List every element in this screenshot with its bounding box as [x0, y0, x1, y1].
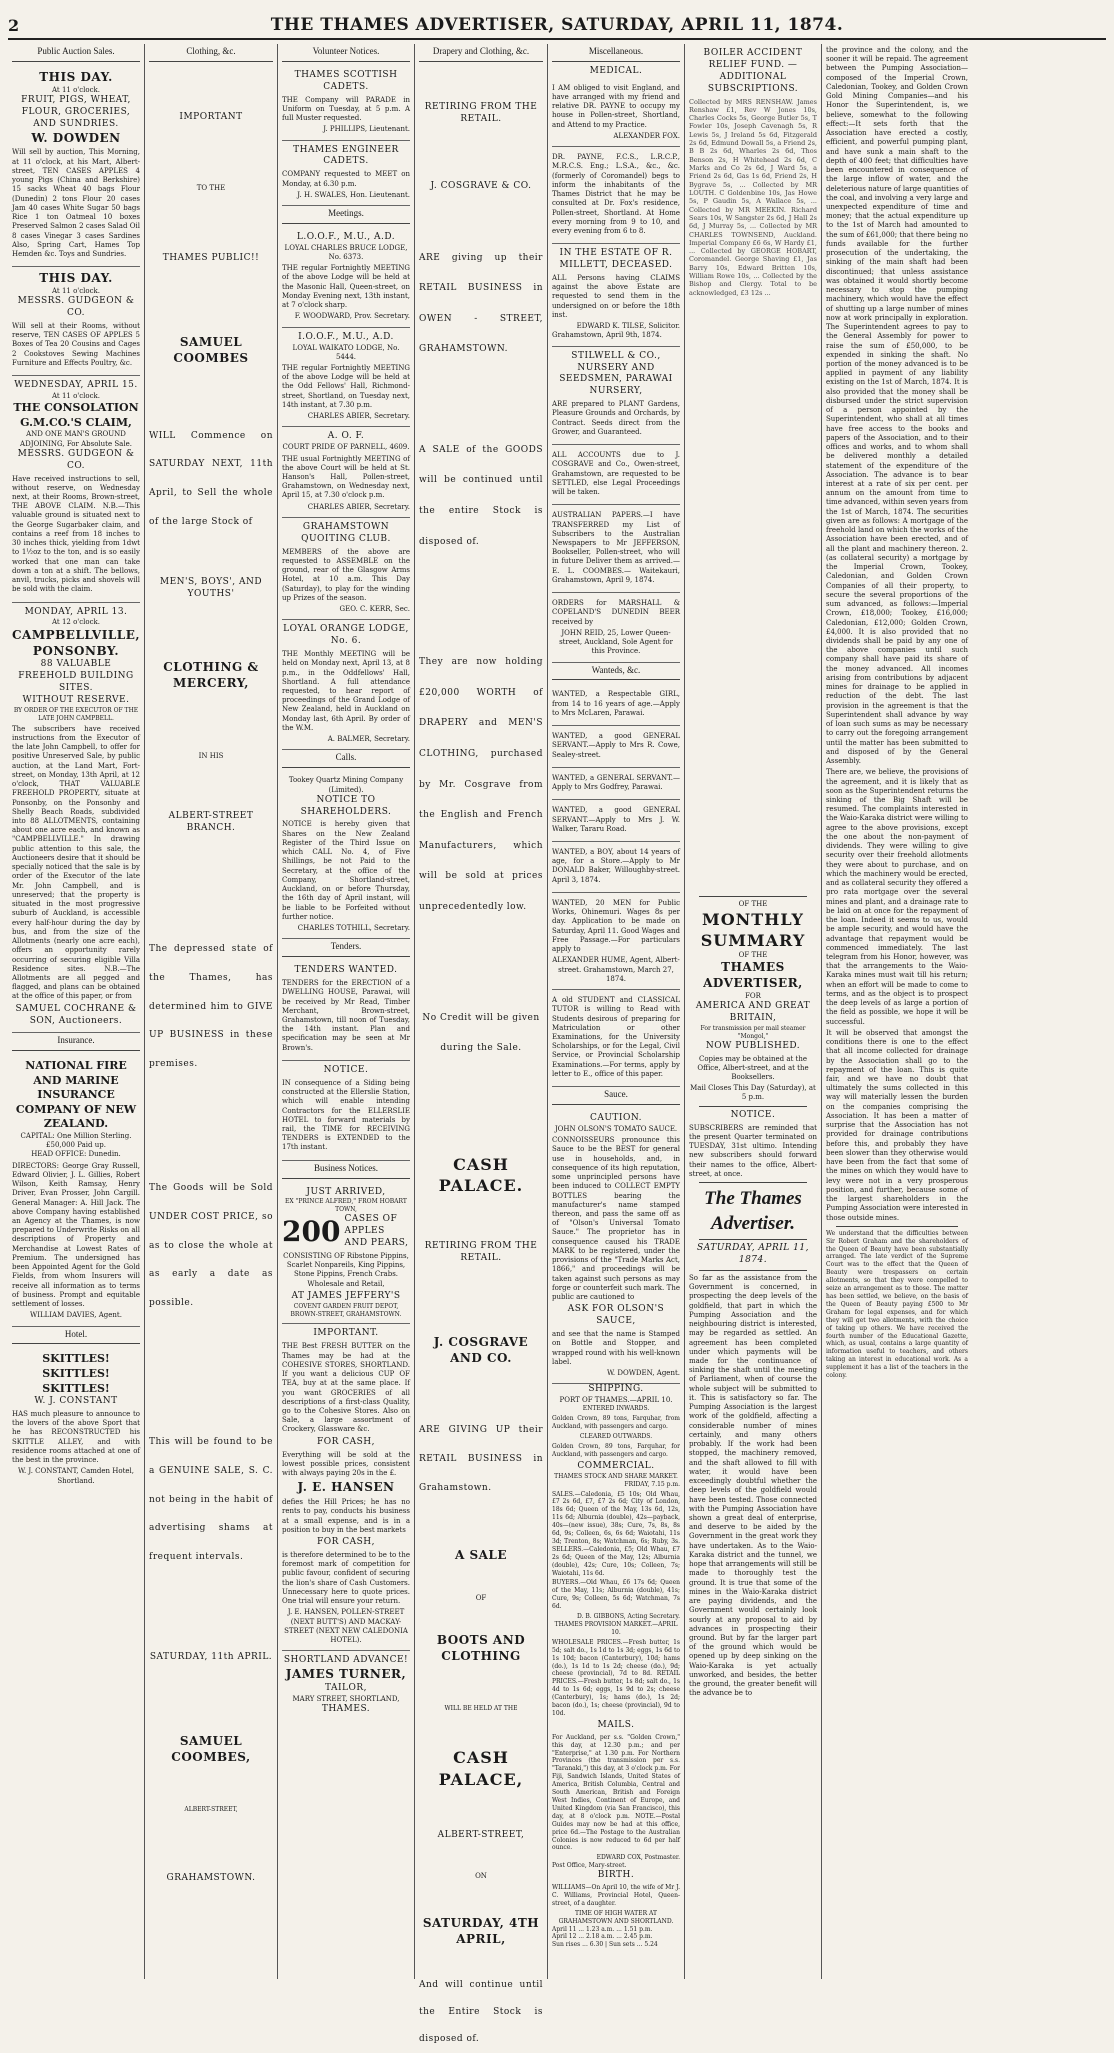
cleared: CLEARED OUTWARDS.	[579, 1433, 653, 1441]
notice-engineer-cadets	[282, 141, 410, 206]
ad-where: AT JAMES JEFFERY'S	[291, 1290, 401, 1301]
ad-title: THAMES ENGINEER CADETS.	[293, 144, 399, 167]
port: PORT OF THAMES.—APRIL 10.	[559, 1396, 673, 1405]
summary-line: OF THE	[738, 950, 768, 959]
ad-place: CAMPBELLVILLE, PONSONBY.	[12, 627, 141, 658]
section-heading: Meetings.	[282, 206, 410, 224]
misc-estate	[552, 244, 680, 346]
ad-line: A SALE	[454, 1547, 508, 1562]
tide-row: April 11 ... 1.23 a.m. ... 1.51 p.m.	[552, 1925, 653, 1933]
tides-title: TIME OF HIGH WATER AT GRAHAMSTOWN AND SHORTLAND.	[558, 1909, 674, 1925]
column-clothing	[145, 44, 278, 1979]
market-date: FRIDAY, 7.15 p.m.	[624, 1480, 680, 1488]
ad-body: CONSISTING OF Ribstone Pippins, Scarlet Nonpareils, King Pippins, Stone Pippins, French Crabs. Wholesale and Retail,	[283, 1251, 409, 1288]
insurance-ad	[12, 1055, 140, 1326]
ad-name: LOYAL CHARLES BRUCE LODGE, No. 6373.	[284, 243, 408, 261]
summary-line: FOR	[745, 991, 761, 1000]
birth-body: WILLIAMS—On April 10, the wife of Mr J. C. Williams, Provincial Hotel, Queen-street, of a daughter.	[552, 1884, 680, 1907]
wanted-1	[552, 684, 680, 726]
ad-auctioneer: MESSRS. GUDGEON & CO.	[17, 448, 135, 471]
ad-sign: W. J. CONSTANT, Camden Hotel, Shortland.	[18, 1467, 134, 1485]
ad-line: ARE giving up their RETAIL BUSINESS in OWEN - STREET, GRAHAMSTOWN.	[419, 252, 543, 355]
ad-line: They are now holding £20,000 WORTH of DRAPERY and MEN'S CLOTHING, purchased by Mr. Cosgrave from the English and French Manufacturers, which will be sold at prices unprecedentedly low.	[419, 657, 543, 912]
ad-line: ALBERT-STREET,	[184, 1805, 238, 1813]
editorial-body: So far as the assistance from the Government is concerned, in prospecting the deep levels of the goldfield, that part in which the Pumping Association and the neighbouring district is interested, may be regarded as settled. An agreement has been completed under which payments will be made for the continuance of sinking the shaft until the meeting of Parliament, when of course the whole subject will be submitted to it. This is satisfactory so far. The Pumping Association is the largest work of the goldfield, affecting a considerable number of mines certainly, and many others probably. If the work had been stopped, the machinery removed, and the shaft allowed to fill with water, it would have been exceedingly doubtful whether the deep levels of the goldfield would have been tested. Those connected with the Pumping Association have shown a great deal of enterprise, and deserve to be aided by the Government in the great work they have undertaken. As to the Waio-Karaka district and the tunnel, we hope that arrangements will still be made to thoroughly test the ground. It is true that some of the mines in the Waio-Karaka district are paying dividends, and the Government would certainly look sourly at any proposal to aid by advances in prospecting their ground. But by far the larger part of the ground which would be opened up by deep sinking on the Waio-Karaka is yet actually unworked, and besides, the better the ground, the greater benefit will the advance be to	[689, 1273, 817, 1698]
notice-title: NOTICE.	[730, 1109, 776, 1120]
ad-title: THAMES SCOTTISH CADETS.	[294, 69, 398, 92]
ad-body: NOTICE is hereby given that Shares on the New Zealand Register of the Third Issue on which CALL No. 4, of Five Shillings, be not Paid to the Secretary, at the office of the Company, Shortland-street, Auckland, on or before Thursday, the 16th day of April instant, will be liable to be Forfeited without further notice.	[282, 820, 410, 921]
column-public-auction-sales	[8, 44, 145, 1979]
summary-paper: THAMES ADVERTISER,	[703, 960, 803, 991]
ad-title: SHORTLAND ADVANCE!	[283, 1655, 409, 1666]
summary-title: MONTHLY SUMMARY	[700, 909, 806, 950]
ad-line: IN HIS	[198, 752, 224, 761]
ad-line: ALBERT-STREET BRANCH.	[168, 811, 254, 834]
ad-line: OF	[475, 1593, 487, 1602]
ad-body: THE Best FRESH BUTTER on the Thames may be had at the COHESIVE STORES, SHORTLAND. If you want a delicious CUP OF TEA, buy at at the same place. If you want GROCERIES of all descriptions of a first-class Quality, go to the Cohesive Stores. Also on Sale, a large assortment of Crockery, Glassware &c.	[282, 1342, 410, 1434]
ad-body: is therefore determined to be to the foremost mark of competition for public favour, confident of securing the lion's share of Cash Customers. Unnecessary here to quote prices. One trial will ensure your return.	[282, 1550, 410, 1606]
ad-sign: CHARLES ABIER, Secretary.	[307, 412, 410, 421]
ad-lots: 88 VALUABLE FREEHOLD BUILDING SITES.	[18, 659, 134, 694]
ad-title: LOYAL ORANGE LODGE, No. 6.	[283, 624, 409, 647]
section-heading: Volunteer Notices.	[282, 44, 410, 62]
ad-auctioneer: W. DOWDEN	[31, 130, 121, 145]
tide-row: April 12 ... 2.18 a.m. ... 2.45 p.m.	[552, 1933, 653, 1941]
columns	[8, 44, 1106, 2045]
ad-title: SKITTLES! SKITTLES! SKITTLES!	[42, 1352, 110, 1395]
summary-line: NOW PUBLISHED.	[705, 1040, 801, 1051]
ad-line: This will be found to be a GENUINE SALE, S. C. not being in the habit of advertising shams at frequent intervals.	[149, 1437, 273, 1563]
column-relief-fund-editorial	[685, 44, 822, 1979]
hotel-ad	[12, 1348, 140, 1490]
ad-sign: A. BALMER, Secretary.	[327, 735, 410, 744]
ad-name: LOYAL WAIKATO LODGE, No. 5444.	[292, 343, 400, 361]
ad-cash: FOR CASH,	[316, 1537, 376, 1548]
ad-title: A. O. F.	[327, 431, 365, 442]
ad-line: CLOTHING & MERCERY,	[163, 660, 259, 691]
editorial-body: It will be observed that amongst the conditions there is one to the effect that all income collected for drainage by the Association shall go to the repayment of the loan. This is quite fair, and we have no doubt that ultimately the sums collected in this way will materially lessen the burden on the companies comprising the Association. It has been a matter of surprise that the Association has not provided for drainage contributions before this, and probably they have been slower than they otherwise would have been from the fact that some of the mines on which they would have to levy were not in a very prosperous position, and further, because some of the largest shareholders in the Pumping Association were interested in those outside mines.	[826, 1028, 968, 1222]
ad-body: I AM obliged to visit England, and have arranged with my friend and relative DR. PAYNE to occupy my house in Pollen-street, Shortland, and Attend to my Practice.	[552, 83, 680, 129]
misc-payne	[552, 147, 680, 244]
section-heading: Tenders.	[282, 939, 410, 957]
ad-title: NOTICE.	[323, 1064, 369, 1075]
ad-office: HEAD OFFICE: Dunedin.	[31, 1150, 121, 1159]
ad-line: SAMUEL COOMBES,	[171, 1733, 251, 1764]
auction-ad-this-day	[12, 66, 140, 267]
ad-body: THE usual Fortnightly MEETING of the above Court will be held at St. Hanson's Hall, Pollen-street, Grahamstown, on Wednesday next, April 15, at 7.30 o'clock p.m.	[282, 454, 410, 500]
market-body: SALES.—Caledonia, £5 10s; Old Whau, £7 2s 6d, £7, £7 2s 6d; City of London, 18s 6d; Queen of the May, 13s 6d, 12s, 11s 6d; Alburnia (double), 42s—payback, 40s—(new issue), 38s; Cure, 7s, 8s, 8s 6d, 9s; Colleen, 6s, 6s 6d; Waiotahi, 11s 3d; Trenton, 8s; Watchman, 6s; Ruby, 3s. SELLERS.—Caledonia, £5; Old Whau, £7 2s 6d; Queen of the May, 12s; Alburnia (double), 42s; Cure, 10s; Colleen, 7s; Waiotahi, 11s 6d.	[552, 1490, 680, 1577]
section-heading: Business Notices.	[282, 1161, 410, 1179]
column-volunteer-notices	[278, 44, 415, 1979]
ad-claim: THE CONSOLATION G.M.CO.'S CLAIM,	[13, 401, 139, 429]
ad-body: DIRECTORS: George Gray Russell, Edward Olivier, J. L. Gillies, Robert Wilson, Keith Ramsay, Henry Driver, Evan Prosser, John Cargill. General Manager: A. Hill Jack. The above Company having established an Agency at the Thames, is now prepared to Underwrite Risks on all descriptions of Property and Merchandise at Lowest Rates of Premium. The undersigned has been Appointed Agent for the Gold Fields, from whom Insurers will receive all information as to terms of business. Prompt and equitable settlement of losses.	[12, 1161, 140, 1309]
ad-title: TENDERS WANTED.	[294, 965, 398, 976]
ad-body: TENDERS for the ERECTION of a DWELLING HOUSE, Parawai, will be received by Mr Read, Timber Merchant, Brown-street, Grahamstown, till noon of Tuesday, the 14th instant. Plan and specification may be seen at Mr Brown's.	[282, 979, 410, 1052]
subheading-commercial: COMMERCIAL.	[577, 1460, 655, 1471]
tide-row: Sun rises ... 6.30 | Sun sets ... 5.24	[552, 1941, 658, 1949]
ad-body: WANTED, a good GENERAL SERVANT.—Apply to Mrs J. W. Walker, Tararu Road.	[552, 806, 680, 833]
ad-capital: CAPITAL: One Million Sterling. £50,000 Paid up.	[20, 1131, 132, 1150]
ad-body: Will sell at their Rooms, without reserve, TEN CASES OF APPLES 5 Boxes of Tea 20 Cousins and Cages 2 Cookstoves Sewing Machines Furniture and Effects Poultry, &c.	[12, 322, 140, 367]
ad-sign: J. PHILLIPS, Lieutenant.	[323, 125, 410, 134]
ad-body: MEMBERS of the above are requested to ASSEMBLE on the ground, rear of the Glasgow Arms Hotel, at 10 a.m. This Day (Saturday), to play for the winding up Prizes of the season.	[282, 547, 410, 602]
ad-place: THAMES.	[321, 1704, 371, 1715]
wanted-5	[552, 842, 680, 893]
ad-line: SATURDAY, 11th APRIL.	[149, 1652, 273, 1663]
column-editorial-continued	[822, 44, 972, 1979]
ad-trade: TAILOR,	[324, 1682, 368, 1693]
ad-line: GRAHAMSTOWN.	[166, 1873, 256, 1884]
ad-body: A old STUDENT and CLASSICAL TUTOR is willing to Read with Students desirous of preparing for Matriculation or other Examinations, for the University Scholarships, or for the Legal, Civil Service, or Provincial Scholarship Examinations.—For terms, apply by letter to E., office of this paper.	[552, 996, 680, 1078]
ad-order: BY ORDER OF THE EXECUTOR OF THE LATE JOHN CAMPBELL.	[13, 706, 139, 722]
ad-line: THAMES PUBLIC!!	[162, 252, 260, 263]
ad-line: The depressed state of the Thames, has determined him to GIVE UP BUSINESS in these premises.	[149, 944, 273, 1070]
ad-title: GRAHAMSTOWN QUOITING CLUB.	[301, 521, 391, 544]
ad-line: WILL BE HELD AT THE	[444, 1704, 518, 1712]
ad-body: defies the Hill Prices; he has no rents to pay, conducts his business at a small expense, and is in a position to buy in the best markets	[282, 1498, 410, 1534]
ad-sign: W. DOWDEN, Agent.	[606, 1369, 680, 1378]
ad-sign: J. E. HANSEN	[297, 1480, 395, 1495]
section-heading: Sauce.	[552, 1087, 680, 1105]
ad-addr: COVENT GARDEN FRUIT DEPOT, BROWN-STREET, GRAHAMSTOWN.	[290, 1302, 402, 1318]
market-title: THAMES STOCK AND SHARE MARKET.	[554, 1472, 678, 1480]
auction-ad-campbellville	[12, 603, 140, 1034]
ad-title: I.O.O.F., M.U., A.D.	[298, 331, 394, 342]
ad-line: BOOTS AND CLOTHING	[436, 1632, 526, 1663]
misc-stilwell	[552, 347, 680, 445]
ad-line: ALBERT-STREET,	[437, 1829, 525, 1840]
section-heading: Insurance.	[12, 1033, 140, 1051]
ad-line: ON	[475, 1871, 487, 1880]
ad-body: Have received instructions to sell, without reserve, on Wednesday next, at their Rooms, Brown-street, THE ABOVE CLAIM. N.B.—This valuable ground is situated next to the George Sugarbaker claim, and contains a reef from 18 inches to 30 inches thick, yielding from 1dwt to 1½oz to the ton, and is so easily worked that one man can take down a ton at a shift. The bellows, anvil, trucks, picks and shovels will be sold with the claim.	[12, 474, 140, 594]
ad-proprietor: W. J. CONSTANT	[34, 1396, 118, 1407]
misc-accounts	[552, 445, 680, 505]
ad-sub: JOHN OLSON'S TOMATO SAUCE.	[554, 1124, 678, 1133]
ad-title: MONDAY, APRIL 13.	[24, 606, 128, 617]
business-turner	[282, 1651, 410, 1721]
column-drapery	[415, 44, 548, 2045]
ad-sign: ALEXANDER HUME, Agent, Albert-street. Grahamstown, March 27, 1874.	[552, 956, 680, 983]
cleared-body: Golden Crown, 89 tons, Farquhar, for Auckland, with passengers and cargo.	[552, 1443, 680, 1458]
ad-line: A SALE of the GOODS will be continued until the entire Stock is disposed of.	[419, 444, 543, 547]
ad-ask: ASK FOR OLSON'S SAUCE,	[567, 1304, 665, 1327]
ad-body: THE Monthly MEETING will be held on Monday next, April 13, at 8 p.m., in the Oddfellows' Hall, Shortland. A full attendance requested, to hear report of proceedings of the Grand Lodge of New Zealand, held in Auckland on Monday last, 6th April. By order of the W.M.	[282, 650, 410, 732]
wanted-4	[552, 800, 680, 842]
ad-body: COMPANY requested to MEET on Monday, at 6.30 p.m.	[282, 170, 410, 188]
ad-title: IMPORTANT.	[313, 1328, 379, 1339]
ad-sign: J. H. SWALES, Hon. Lieutenant.	[297, 190, 410, 199]
wanted-6	[552, 893, 680, 990]
ad-body: HAS much pleasure to announce to the lovers of the above Sport that he has RECONSTRUCTED his SKITTLE ALLEY, and with residence rooms attached at one of the best in the province.	[12, 1409, 140, 1465]
ad-body: THE regular Fortnightly MEETING of the above Lodge will be held at the Masonic Hall, Queen-street, on Monday Evening next, 13th instant, at 7 o'clock sharp.	[282, 264, 410, 310]
ad-line: MEN'S, BOYS', AND YOUTHS'	[159, 576, 263, 599]
misc-fox	[552, 78, 680, 147]
ad-body: WANTED, 20 MEN for Public Works, Ohinemuri. Wages 8s per day. Application to be made on Saturday, April 11. Good Wages and Free Passage.—For particulars apply to	[552, 898, 680, 954]
meeting-quoiting	[282, 518, 410, 620]
ad-time: At 11 o'clock.	[51, 392, 100, 401]
column-miscellaneous	[548, 44, 685, 1979]
entered-body: Golden Crown, 89 tons, Farquhar, from Auckland, with passengers and cargo.	[552, 1415, 680, 1431]
meeting-waikato	[282, 328, 410, 428]
ad-cash: FOR CASH,	[316, 1436, 376, 1447]
editorial-body: We understand that the difficulties between Sir Robert Graham and the shareholders of the Queen of Beauty have been substantially arranged. The late verdict of the Supreme Court was to the effect that the Queen of Beauty were trespassers on certain allotments, so that they were compelled to seize an arrangement as to those. The matter has been settled, we believe, on the basis of the Queen of Beauty paying £500 to Mr Graham for legal expenses, and for which they will get two allotments, with the choice of taking up others. We have received the fourth number of the Educational Gazette, which, as usual, contains a large quantity of information useful to teachers, and others taking an interest in educational work. As a supplement it has a list of the teachers in the colony.	[826, 1229, 968, 1380]
ad-name: JAMES TURNER,	[285, 1667, 407, 1682]
ad-body: AUSTRALIAN PAPERS.—I have TRANSFERRED my List of Subscribers to the Australian Newspapers to Mr JEFFERSON, Bookseller, Pollen-street, who will in future Deliver them as arrived.—E. L. COOMBES.— Waitekauri, Grahamstown, April 9, 1874.	[552, 511, 680, 584]
ad-sign: CHARLES TOTHILL, Secretary.	[297, 924, 410, 933]
masthead	[8, 12, 1106, 40]
ad-what: CASES OF APPLES AND PEARS,	[344, 1214, 409, 1248]
subheading-shipping: SHIPPING.	[588, 1384, 644, 1395]
ad-sub: AND ONE MAN'S GROUND ADJOINING, For Absolute Sale.	[20, 430, 132, 448]
ad-body: IN consequence of a Siding being constructed at the Ellerslie Station, which will enable intending Contractors for the ELLERSLIE HOTEL to forward materials by rail, the TIME for RECEIVING TENDERS is EXTENDED to the 17th instant.	[282, 1078, 410, 1152]
ad-date: Grahamstown, April 9th, 1874.	[552, 331, 662, 340]
provision-body: WHOLESALE PRICES.—Fresh butter, 1s 5d; salt do., 1s 1d to 1s 3d; eggs, 1s 6d to 1s 10d; bacon (Canterbury), 10d; hams (do.), 1s 1d to 1s 2d; cheese (do.), 9d; cheese (provincial), 7d to 8d. RETAIL PRICES.—Fresh butter, 1s 8d; salt do., 1s 4d to 1s 6d; eggs, 1s 9d to 2s; cheese (Canterbury), 1s; hams (do.), 1s 2d; bacon (do.), 1s; cheese (provincial), 9d to 10d.	[552, 1638, 680, 1717]
ad-body: ORDERS for MARSHALL & COPELAND'S DUNEDIN BEER received by	[552, 599, 680, 626]
ad-sign: F. WOODWARD, Prov. Secretary.	[294, 312, 410, 321]
ad-addr: MARY STREET, SHORTLAND,	[292, 1694, 400, 1703]
auction-ad-claim	[12, 376, 140, 602]
auction-ad-apples	[12, 267, 140, 376]
ad-name: COURT PRIDE OF PARNELL, 4609.	[282, 443, 410, 452]
ad-agent: WILLIAM DAVIES, Agent.	[30, 1311, 122, 1320]
ad-sign: JOHN REID, 25, Lower Queen-street, Auckland, Sole Agent for this Province.	[559, 628, 673, 656]
ad-line: WILL Commence on SATURDAY NEXT, 11th April, to Sell the whole of the large Stock of	[149, 430, 273, 527]
ad-body: THE regular Fortnightly MEETING of the above Lodge will be held at the Odd Fellows' Hall, Richmond-street, Shortland, on Tuesday next, 14th instant, at 7.30 p.m.	[282, 363, 410, 409]
ad-sign: CHARLES ABIER, Secretary.	[307, 502, 410, 511]
editorial-body: the province and the colony, and the sooner it will be repaid. The agreement between the Pumping Association—composed of the Imperial Crown, Caledonian, Tookey, and Golden Crown Gold Mining Companies—and his Honor the Superintendent, is, we believe, somewhat to the following effect:—It sets forth that the Association have erected a costly, efficient, and powerful pumping plant, and have sunk a main shaft to the depth of 400 feet; that difficulties have been encountered in consequence of the large inflow of water, and the deleterious nature of large quantities of the coal, and involving a very large and unexpected expenditure of time and money; that the actual expenditure up to the 1st of March had amounted to the sum of £61,000; that there being no funds available for the further prosecution of the undertaking, the sinking of the main shaft had been discontinued; that unless assistance was obtained it would shortly become necessary to stop the pumping machinery, which would have the effect of shutting up a large number of mines now at work principally in exploration. The Superintendent agrees to pay to the General Assembly for power to raise the sum of £50,000, to be expended in sinking the shaft. No portion of the money advanced is to be applied in payment of any liability existing on the 1st of March, 1874. It is also provided that the money shall be disbursed under the strict supervision of a person appointed by the Superintendent, who shall at all times have free access to the books and papers of the Association, and to their offices and works, and to whom shall be delivered monthly a detailed statement of the expenditure of the Association. The advance is to bear interest at a rate of six per cent. per annum on the amount from time to time advanced, within seven years from the 1st of March, 1874. The securities given are as follows: A mortgage of the freehold land on which the works of the Association have been erected, and of all the plant and machinery thereon. 2. (as collateral security) a mortgage by the Imperial Crown, Tookey, Caledonian, and Golden Crown Companies of all their property, to secure the several proportions of the sum advanced, as follows:—Imperial Crown, £18,000; Tookey, £16,000; Caledonian, £12,000; Golden Crown, £4,000. It is also provided that no dividends shall be paid by any one of the above companies until such company shall have paid its share of the money advanced. All incomes arising from contributions by adjacent mines for drainage to be applied in reduction of the debt. The last provision in the agreement is that the Superintendent shall advance by way of loan such sums as may be necessary to carry out the foregoing arrangement until the matter has been submitted to and disposed of by the General Assembly.	[826, 46, 968, 766]
ad-line: No Credit will be given during the Sale.	[422, 1012, 540, 1054]
fund-title: BOILER ACCIDENT RELIEF FUND. — ADDITIONAL SUBSCRIPTIONS.	[703, 48, 803, 94]
ad-line: SATURDAY, 4TH APRIL,	[422, 1915, 540, 1946]
ad-body: ALL Persons having CLAIMS against the above Estate are requested to send them in the undersigned on or before the 18th inst.	[552, 274, 680, 319]
ad-auctioneer: SAMUEL COCHRANE & SON, Auctioneers.	[15, 1003, 137, 1026]
editorial-body: There are, we believe, the provisions of the agreement, and it is likely that as soon as the Superintendent returns the sinking of the Big Shaft will be resumed. The complaints interested in the Waio-Karaka district were willing to agree to the above provisions, except the one about the non-payment of dividends. They were willing to give security over their freehold allotments they were about to purchase, and on which the machinery would be erected, and as collateral security they offered a pro rata mortgage over the several mines and plant, and a drainage rate to be laid on at once for the repayment of the loan. Indeed it seems to us, would be ample security, and would have the advantage that repayment would be commenced immediately. The last telegram from his Honor, however, was that the arrangements to the Waio-Karaka mines must wait till his return; when an effort will be made to come to terms, and as the object is to prospect the deep levels of as large a portion of the field as possible, we hope it will be successful.	[826, 768, 968, 1026]
ad-line: ARE GIVING UP their RETAIL BUSINESS in Grahamstown.	[419, 1425, 543, 1493]
misc-papers	[552, 505, 680, 593]
ad-title: THIS DAY.	[39, 271, 113, 286]
subheading: MEDICAL.	[589, 65, 643, 76]
ad-body: Everything will be sold at the lowest possible prices, consistent with always paying 20s in the £.	[282, 1450, 410, 1478]
ad-line: J. COSGRAVE AND CO.	[433, 1334, 529, 1365]
section-heading: Calls.	[282, 750, 410, 768]
section-heading: Clothing, &c.	[149, 44, 273, 62]
summary-line: OF THE	[738, 899, 768, 908]
entered: ENTERED INWARDS.	[582, 1405, 650, 1413]
tender-notice	[282, 1061, 410, 1161]
postmaster: EDWARD COX, Postmaster.	[596, 1854, 680, 1862]
post-office: Post Office, Mary-street.	[552, 1862, 627, 1870]
section-heading: Public Auction Sales.	[12, 44, 140, 62]
ad-title: STILWELL & CO., NURSERY AND SEEDSMEN, PARAWAI NURSERY,	[559, 350, 673, 397]
editorial-date: SATURDAY, APRIL 11, 1874.	[697, 1243, 809, 1265]
ad-sign: J. E. HANSEN, POLLEN-STREET (NEXT BUTT'S) AND MACKAY-STREET (NEXT NEW CALEDONIA HOTEL).	[284, 1608, 408, 1645]
ad-time: At 11 o'clock.	[51, 287, 100, 296]
tender-dwelling	[282, 961, 410, 1061]
call-tookey	[282, 772, 410, 939]
ad-notice: NOTICE TO SHAREHOLDERS.	[300, 794, 392, 817]
meeting-charles-bruce	[282, 228, 410, 328]
meeting-parnell	[282, 427, 410, 518]
ad-body: WANTED, a good GENERAL SERVANT.—Apply to Mrs R. Cowe, Sealey-street.	[552, 732, 680, 759]
section-heading: Hotel.	[12, 1327, 140, 1345]
market-sign: D. B. GIBBONS, Acting Secretary.	[576, 1613, 680, 1621]
ad-line: And will continue until the Entire Stock is disposed of.	[419, 1980, 543, 2045]
summary-line: Copies may be obtained at the Office, Albert-street, and at the Booksellers.	[697, 1054, 809, 1081]
ad-line: RETIRING FROM THE RETAIL.	[424, 1241, 538, 1263]
ad-body: DR. PAYNE, F.C.S., L.R.C.P., M.R.C.S. Eng.; L.S.A., &c., &c. (formerly of Coromandel) begs to inform the inhabitants of the Thames District that he may be consulted at Dr. Fox's residence, Pollen-street, Shortland. At Home every morning from 9 to 10, and every evening from 6 to 8.	[552, 153, 680, 236]
birth-title: BIRTH.	[597, 1870, 635, 1881]
ad-body: WANTED, a BOY, about 14 years of age, for a Store.—Apply to Mr DONALD Baker, Willoughby-street. April 3, 1874.	[552, 848, 680, 884]
ad-line: IMPORTANT	[179, 111, 243, 122]
meeting-orange	[282, 620, 410, 750]
ad-line: SAMUEL COOMBES	[173, 334, 249, 365]
fund-body: Collected by MRS RENSHAW. James Renshaw £1, Rev W Jones 10s, Charles Cocks 5s, George Butler 5s, T Fowler 10s, Joseph Cavenagh 5s, R Lewis 5s, J Ireland 5s 6d, Fitzgerald 2s 6d, Edmund Dowall 5s, a Friend 2s, B B 2s 6d, Wharles 2s 6d, Thos Benson 2s, H Whitehead 2s 6d, C Marks and Co 2s 6d, J Ward 5s, a Friend 2s 6d, Gas 1s 6d, Friend 2s, H Bygrave 5s, ... Collected by MR LOUTH. C Goldenbine 10s, Jas Howe 5s, P Gaudin 5s, A Wallace 5s, ... Collected by MR MEEKIN. Richard Sears 10s, W Sangster 2s 6d, J Hall 2s 6d, J Murray 5s, ... Collected by MR CHARLES TOWNSEND, Auckland. Imperial Company £6 6s, W Hardy £1, ... Collected by GEORGE HOBART, Coromandel. George Shaving £1, Jas Barry 10s, Edward Britten 10s, William Rowe 10s, ... Collected by the Bishop and Clergy. Total to be acknowledged, £3 12s ...	[689, 97, 817, 297]
misc-beer	[552, 593, 680, 662]
ad-line: CASH PALACE.	[438, 1154, 524, 1195]
ad-body: CONNOISSEURS pronounce this Sauce to be the BEST for general use in households, and, in consequence of its high reputation, some unprincipled persons have been induced to COLLECT EMPTY BOTTLES bearing the manufacturer's name stamped thereon, and pass the same off as of "Olson's Universal Tomato Sauce." The proprietor has in consequence caused his TRADE MARK to be registered, under the provisions of the "Trade Marks Act, 1866," and proceedings will be taken against such persons as may forge or counterfeit such mark. The public are cautioned to	[552, 1136, 680, 1302]
ad-body: Will sell by auction, This Morning, at 11 o'clock, at his Mart, Albert-street, TEN CASES APPLES 4 young Pigs (China and Berkshire) 15 sacks Wheat 40 bags Flour (Dunedin) 2 tons Flour 20 cases Jam 40 cases White Sugar 50 bags Rice 1 ton Oatmeal 10 boxes Preserved Salmon 2 cases Salad Oil 8 cases Vinegar 3 cases Sardines Also, Spring Cart, Hames Top Hemden &c. Toys and Sundries.	[12, 148, 140, 258]
ad-auctioneer: MESSRS. GUDGEON & CO.	[17, 296, 135, 319]
wanted-3	[552, 768, 680, 800]
ad-title: CAUTION.	[589, 1113, 643, 1124]
summary-line: AMERICA AND GREAT BRITAIN,	[695, 1001, 811, 1023]
ad-title: L.O.O.F., M.U., A.D.	[296, 231, 396, 242]
ad-body: ARE prepared to PLANT Gardens, Pleasure Grounds and Orchards, by Contract. Seeds direct from the Grower, and Guaranteed.	[552, 400, 680, 436]
ad-body: WANTED, a GENERAL SERVANT.—Apply to Mrs Godfrey, Parawai.	[552, 773, 680, 792]
ad-time: At 11 o'clock.	[51, 85, 100, 94]
provision-title: THAMES PROVISION MARKET.—APRIL 10.	[554, 1621, 678, 1636]
ad-time: At 12 o'clock.	[51, 618, 100, 627]
notice-body: SUBSCRIBERS are reminded that the present Quarter terminated on TUESDAY, 31st ultimo. Intending new subscribers should forward their names to the office, Albert-street, at once.	[689, 1123, 817, 1178]
editorial-flag: The Thames Advertiser.	[704, 1187, 802, 1235]
section-heading: Miscellaneous.	[552, 44, 680, 62]
business-important	[282, 1324, 410, 1651]
business-apples	[282, 1183, 410, 1325]
ad-title: WEDNESDAY, APRIL 15.	[14, 380, 138, 391]
ad-sign: GEO. C. KERR, Sec.	[339, 605, 410, 614]
market-buyers: BUYERS.—Old Whau, £6 17s 6d; Queen of the May, 11s; Alburnia (double), 41s; Cure, 9s; Colleen, 5s 6d; Watchman, 7s 6d.	[552, 1579, 680, 1611]
ad-body: The subscribers have received instructions from the Executor of the late John Campbell, to offer for positive Unreserved Sale, by public auction, at the Land Mart, Fort-street, on Monday, 13th April, at 12 o'clock, THAT VALUABLE FREEHOLD PROPERTY, situate at Ponsonby, on the Ponsonby and Shelly Beach Roads, subdivided into 88 ALLOTMENTS, containing about one acre each, and known as "CAMPBELLVILLE." In drawing public attention to this sale, the Auctioneers desire that it should be specially noticed that the sale is by order of the Executor of the late Mr. John Campbell, and is unreserved; that the property is situated in the most progressive suburb of Auckland, is accessible every half-hour during the day by bus, and from the size of the Allotments (nearly one acre each), offers an opportunity rarely occurring of securing eligible Villa Residence sites. N.B.—The Allotments are all pegged and flagged, and plans can be obtained at the office of this paper, or from	[12, 724, 140, 1001]
ad-title: NATIONAL FIRE AND MARINE INSURANCE COMPANY OF NEW ZEALAND.	[15, 1059, 137, 1131]
ad-number: 200	[282, 1215, 341, 1249]
summary-line: For transmission per mail steamer "Mongol,"	[700, 1024, 806, 1040]
wanted-7	[552, 990, 680, 1087]
ad-line: J. COSGRAVE & CO.	[430, 180, 532, 191]
ad-sign: ALEXANDER FOX.	[613, 131, 680, 140]
summary-line: Mail Closes This Day (Saturday), at 5 p.m.	[690, 1084, 816, 1102]
ad-line: RETIRING FROM THE RETAIL.	[424, 101, 538, 124]
ad-title: JUST ARRIVED,	[306, 1186, 386, 1197]
notice-scottish-cadets	[282, 66, 410, 141]
newspaper-title: THE THAMES ADVERTISER, SATURDAY, APRIL 11, 1874.	[270, 15, 844, 35]
mails-body: For Auckland, per s.s. "Golden Crown," this day, at 12.30 p.m.; and per "Enterprise," at 1.30 p.m. For Northern Provinces (the transmission per s.s. "Taranaki,") this day, at 3 o'clock p.m. For Fiji, Sandwich Islands, United States of America, British Columbia, Central and South American, British and Foreign West Indies, Continent of Europe, and United Kingdom (via San Francisco), this day, at 8 o'clock p.m. NOTE.—Postal Guides may now be had at this office, price 6d.—The Postage to the Australian Colonies is now reduced to 6d per half ounce.	[552, 1733, 680, 1852]
ad-body: THE Company will PARADE in Uniform on Tuesday, at 5 p.m. A full Muster requested.	[282, 95, 410, 123]
page-number: 2	[8, 15, 20, 35]
ad-reserve: WITHOUT RESERVE.	[22, 694, 130, 705]
mails-title: MAILS.	[597, 1719, 635, 1730]
ad-line: CASH PALACE,	[438, 1748, 524, 1789]
section-heading: Drapery and Clothing, &c.	[419, 44, 543, 62]
ad-title: Tookey Quartz Mining Company (Limited).	[288, 776, 404, 794]
section-heading: Wanteds, &c.	[552, 663, 680, 681]
ad-line: The Goods will be Sold UNDER COST PRICE, so as to close the whole at as early a date as possible.	[149, 1183, 273, 1309]
ad-line: TO THE	[196, 183, 226, 192]
ad-sign: EDWARD K. TILSE, Solicitor.	[576, 322, 680, 331]
sauce-caution	[552, 1109, 680, 1384]
ad-sub: EX "PRINCE ALFRED," FROM HOBART TOWN,	[285, 1198, 407, 1214]
ad-body: and see that the name is Stamped on Bottle and Stopper, and wrapped round with his well-known label.	[552, 1330, 680, 1366]
ad-title: THIS DAY.	[39, 69, 113, 84]
ad-body: WANTED, a Respectable GIRL, from 14 to 16 years of age.—Apply to Mrs McLaren, Parawai.	[552, 690, 680, 717]
ad-goods: FRUIT, PIGS, WHEAT, FLOUR, GROCERIES, AND SUNDRIES.	[21, 94, 131, 129]
wanted-2	[552, 726, 680, 768]
ad-body: ALL ACCOUNTS due to J. COSGRAVE and Co., Owen-street, Grahamstown, are requested to be SETTLED, else Legal Proceedings will be taken.	[552, 451, 680, 497]
ad-title: IN THE ESTATE OF R. MILLETT, DECEASED.	[559, 248, 673, 271]
